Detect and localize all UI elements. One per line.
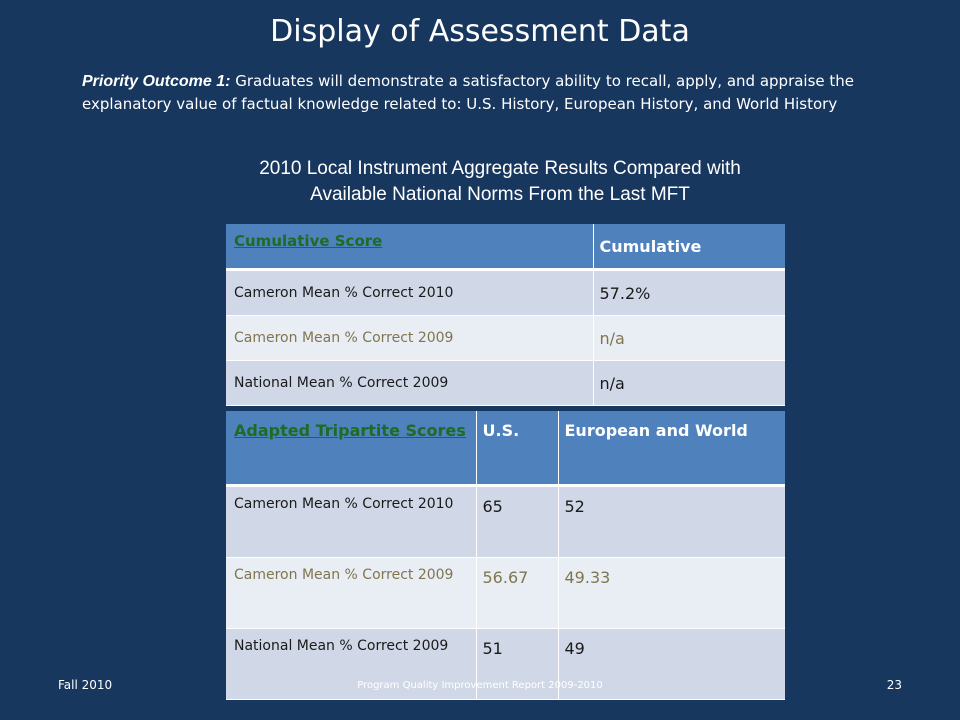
row-value: n/a bbox=[593, 361, 785, 406]
priority-outcome bbox=[82, 70, 902, 116]
tripartite-scores-table bbox=[226, 411, 785, 700]
table-row bbox=[226, 316, 785, 361]
row-value-us: 51 bbox=[476, 629, 558, 700]
row-label: Cameron Mean % Correct 2010 bbox=[226, 270, 593, 316]
cumulative-score-table bbox=[226, 224, 785, 406]
row-value-european-world: 49.33 bbox=[558, 558, 785, 629]
table-row bbox=[226, 270, 785, 316]
header-cell: Cumulative bbox=[593, 224, 785, 270]
row-label: Cameron Mean % Correct 2009 bbox=[226, 558, 476, 629]
header-cell: Cumulative Score bbox=[226, 224, 593, 270]
footer-date: Fall 2010 bbox=[58, 678, 113, 692]
subtitle-line-1: 2010 Local Instrument Aggregate Results Compared with bbox=[259, 158, 741, 179]
outcome-text: Graduates will demonstrate a satisfactory ability to recall, apply, and appraise the explanatory value of factual knowledge related to: U.S. History, European History, and World History bbox=[82, 72, 855, 113]
footer-report-title: Program Quality Improvement Report 2009-2010 bbox=[357, 680, 603, 691]
row-value: n/a bbox=[593, 316, 785, 361]
row-value-european-world: 52 bbox=[558, 486, 785, 558]
row-value-us: 65 bbox=[476, 486, 558, 558]
table-row bbox=[226, 486, 785, 558]
header-cell: European and World bbox=[558, 411, 785, 486]
row-label: Cameron Mean % Correct 2010 bbox=[226, 486, 476, 558]
slide-title: Display of Assessment Data bbox=[270, 14, 690, 49]
row-value-european-world: 49 bbox=[558, 629, 785, 700]
table-header-row bbox=[226, 411, 785, 486]
row-label: National Mean % Correct 2009 bbox=[226, 361, 593, 406]
table-row bbox=[226, 558, 785, 629]
table-row bbox=[226, 361, 785, 406]
header-cell: Adapted Tripartite Scores bbox=[226, 411, 476, 486]
row-label: Cameron Mean % Correct 2009 bbox=[226, 316, 593, 361]
footer-page-number: 23 bbox=[886, 678, 902, 692]
table-header-row bbox=[226, 224, 785, 270]
row-value-us: 56.67 bbox=[476, 558, 558, 629]
row-value: 57.2% bbox=[593, 270, 785, 316]
chart-subtitle bbox=[0, 156, 960, 208]
outcome-lead: Priority Outcome 1: bbox=[82, 73, 231, 90]
header-cell: U.S. bbox=[476, 411, 558, 486]
row-label: National Mean % Correct 2009 bbox=[226, 629, 476, 700]
subtitle-line-2: Available National Norms From the Last MFT bbox=[310, 184, 690, 205]
